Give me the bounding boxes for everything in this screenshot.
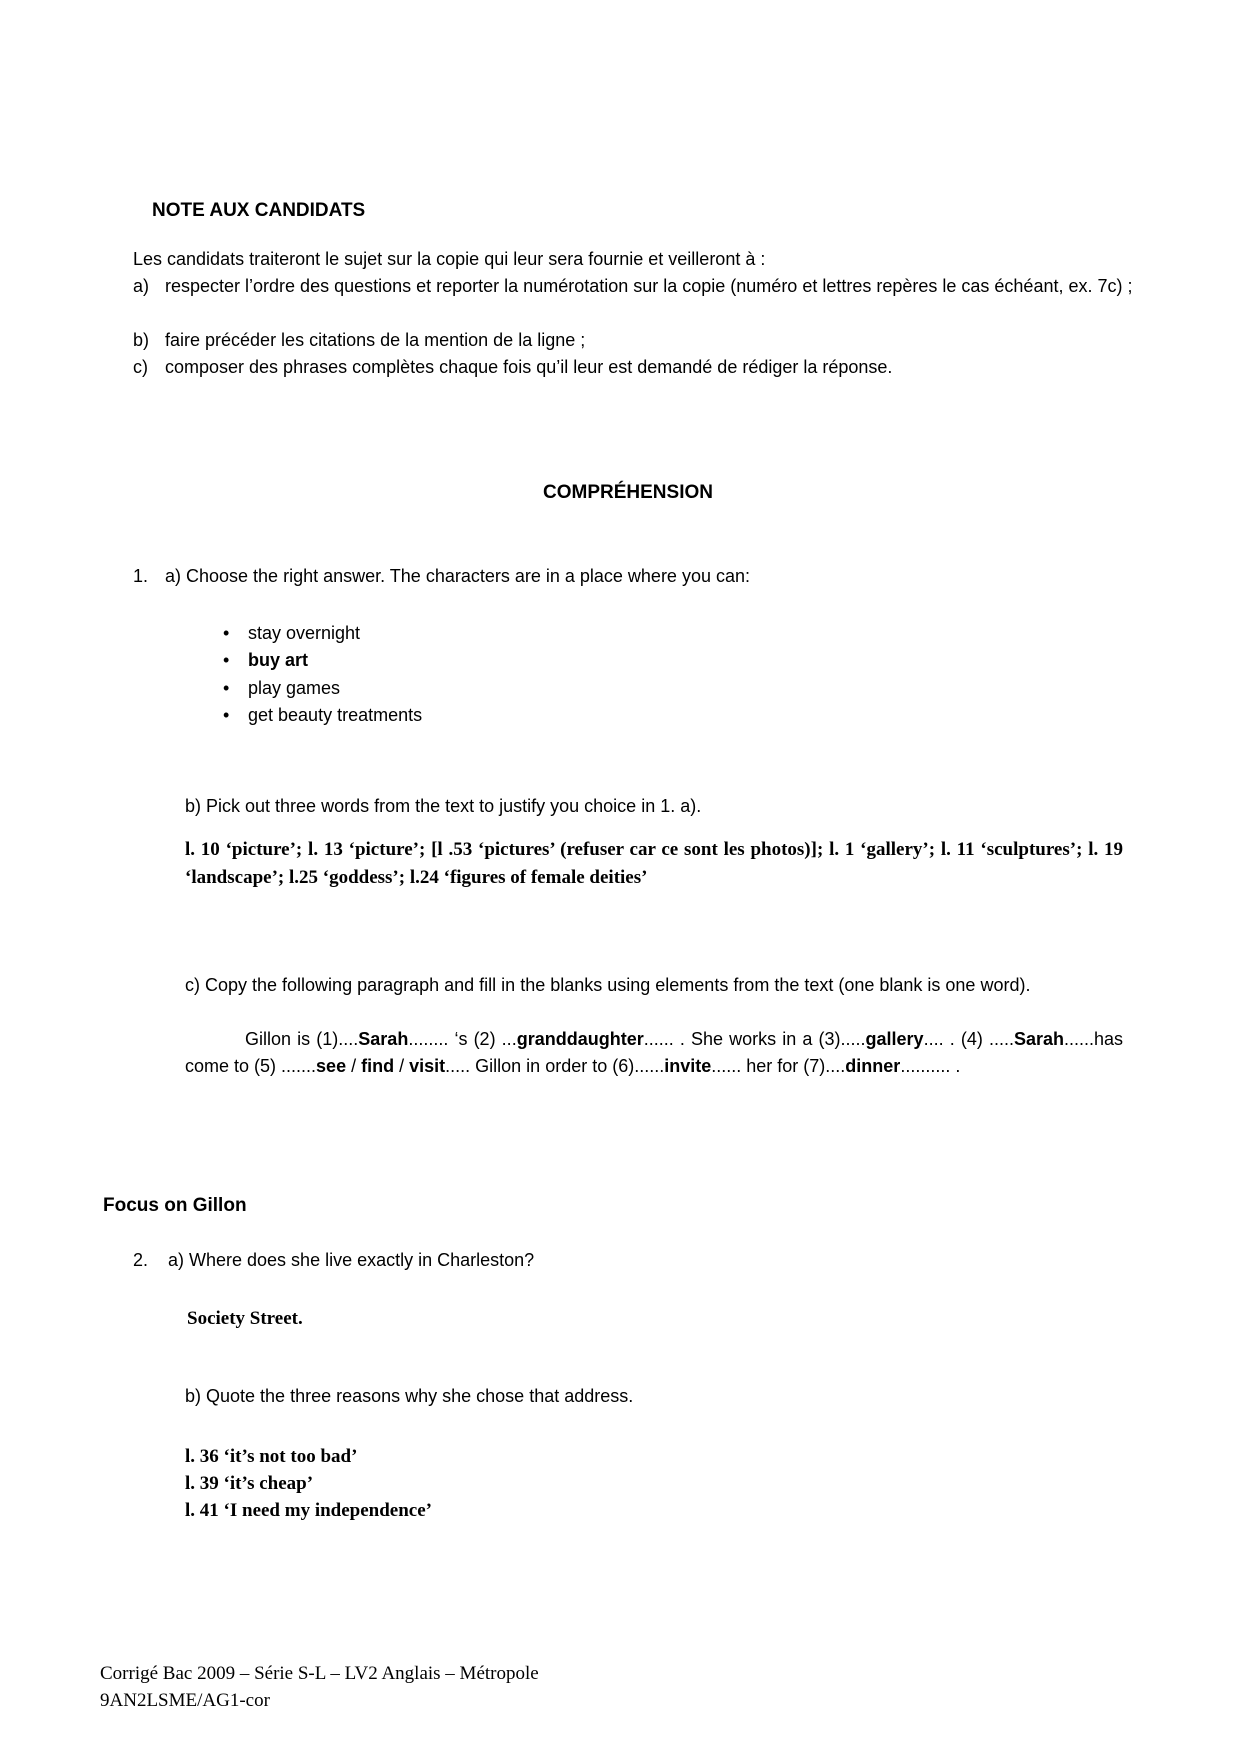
page-footer [100,1660,539,1714]
answer-2b-line: l. 39 ‘it’s cheap’ [185,1473,314,1494]
answer-1b: l. 10 ‘picture’; l. 13 ‘picture’; [l .53 ‘pictures’ (refuser car ce sont les photos)]; l. 1 ‘gallery’; l. 11 ‘sculptures’; l. 19 ‘landscape’; l.25 ‘goddess’; l.24 ‘figures of female deities’ [185,839,1123,888]
option-label: play games [248,678,341,698]
list-text-a: respecter l’ordre des questions et reporter la numérotation sur la copie (numéro et lettres repères le cas échéant, ex. 7c) ; [165,276,1133,296]
answer-1c-fill-paragraph [185,1026,1123,1080]
question-2a-text: a) Where does she live exactly in Charleston? [168,1250,535,1270]
fill-text: .......... . [900,1056,961,1076]
option-buy-art [223,647,308,674]
bullet-icon: • [223,705,230,725]
note-heading: NOTE AUX CANDIDATS [152,200,366,221]
fill-text: ...... . She works in a (3)..... [643,1029,866,1049]
question-1b-text: b) Pick out three words from the text to justify you choice in 1. a). [185,796,702,816]
list-label-c: c) [133,357,148,377]
bullet-icon: • [223,623,230,643]
answer-2b-line: l. 41 ‘I need my independence’ [185,1500,432,1521]
bullet-icon: • [223,678,230,698]
option-get-beauty-treatments [223,702,422,729]
question-1a [133,563,1155,590]
bullet-icon: • [223,650,230,670]
footer-line-1: Corrigé Bac 2009 – Série S-L – LV2 Anglais – Métropole [100,1663,539,1684]
comprehension-heading: COMPRÉHENSION [543,482,713,503]
list-text-b: faire précéder les citations de la mention de la ligne ; [165,330,586,350]
fill-answer: gallery [865,1029,924,1049]
fill-answer: Sarah [1013,1029,1064,1049]
option-label: stay overnight [248,623,361,643]
option-label: get beauty treatments [248,705,423,725]
focus-heading: Focus on Gillon [103,1195,247,1216]
fill-text: / [346,1056,362,1076]
answer-2a: Society Street. [187,1308,303,1329]
answer-2b-line: l. 36 ‘it’s not too bad’ [185,1446,358,1467]
fill-text: ......has come to (5) ....... [185,1029,1124,1076]
footer-line-2: 9AN2LSME/AG1-cor [100,1690,270,1711]
fill-text: ..... Gillon in order to (6)...... [445,1056,665,1076]
option-stay-overnight [223,620,360,647]
question-2a [133,1247,1158,1274]
question-1a-text: a) Choose the right answer. The characters are in a place where you can: [165,566,750,586]
fill-text: / [394,1056,410,1076]
list-text-c: composer des phrases complètes chaque fois qu’il leur est demandé de rédiger la réponse. [165,357,893,377]
fill-text: ........ ‘s (2) ... [408,1029,517,1049]
fill-text: .... . (4) ..... [923,1029,1014,1049]
fill-answer: see [316,1056,347,1076]
question-2b-text: b) Quote the three reasons why she chose that address. [185,1386,634,1406]
note-item-a [133,273,1155,300]
note-intro: Les candidats traiteront le sujet sur la copie qui leur sera fournie et veilleront à : [133,249,766,269]
question-2-number: 2. [133,1250,149,1270]
fill-answer: invite [664,1056,712,1076]
option-label: buy art [248,650,309,670]
fill-answer: granddaughter [516,1029,644,1049]
fill-answer: find [361,1056,395,1076]
fill-answer: Sarah [358,1029,409,1049]
fill-text: Gillon is (1).... [245,1029,359,1049]
list-label-a: a) [133,276,150,296]
fill-answer: visit [409,1056,446,1076]
question-1c-text: c) Copy the following paragraph and fill in the blanks using elements from the text (one blank is one word). [185,975,1031,995]
list-label-b: b) [133,330,150,350]
fill-answer: dinner [845,1056,901,1076]
answer-2b-list [185,1443,432,1524]
fill-text: ...... her for (7).... [711,1056,846,1076]
option-play-games [223,675,340,702]
question-1-number: 1. [133,566,149,586]
note-item-c [133,354,1155,381]
note-item-b [133,327,1155,354]
